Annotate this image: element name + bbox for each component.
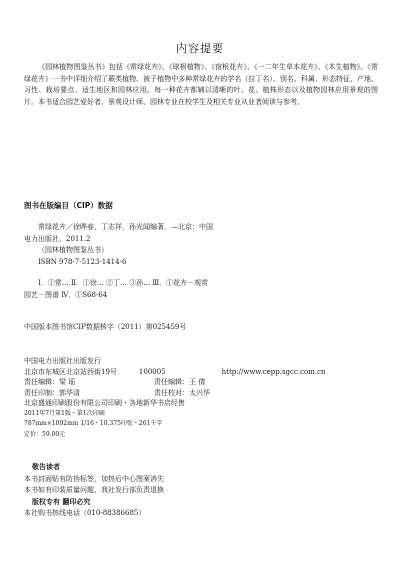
cip-title: 图书在版编目（CIP）数据 bbox=[24, 201, 113, 210]
printer-row: 北京盛通印刷股份有限公司印刷・各地新华书店经售 bbox=[24, 399, 185, 407]
cip-line: 常绿花卉／徐晔春，丁志祥，孙光闻编著．—北京：中国 bbox=[38, 223, 213, 231]
format-row: 787mm×1092mm 1/16・10.375印张・261千字 bbox=[24, 420, 163, 427]
summary-paragraph: 《园林植物图鉴丛书》包括《常绿花卉》、《球根植物》、《宿根花卉》、《一二年生草本花卉》、《木生植物》。《常绿花卉》一书中详细介绍了蕨类植物、被子植物中多种常绿花卉的学名（拉丁名）、别名、科属、形态特征、产地、习性、栽培要点、适生地区和园林应用。每一种花卉都辅以清晰的叶、花、植株形态以及植物园林应用景观的图片。本书适合园艺爱好者、景观设计师、园林专业在校学生及相关专业从业者阅读与参考。 bbox=[24, 63, 378, 106]
publisher-address: 北京市东城区北京站西街19号 bbox=[24, 367, 117, 376]
publisher-address-row bbox=[24, 367, 378, 378]
copyright-heading: 版权专有 翻印必究 bbox=[32, 497, 91, 506]
cip-class-line: 园艺－图谱 Ⅳ．①S68-64 bbox=[24, 290, 108, 299]
notice-heading: 敬告读者 bbox=[32, 463, 60, 471]
editor-label: 责任编辑：梁 瑶 bbox=[24, 378, 76, 386]
hotline-line: 本社购书热线电话（010-88386685） bbox=[24, 509, 146, 517]
cip-class-line: Ⅰ．①常… Ⅱ．①徐… ②丁… ③孙… Ⅲ．①花卉－观赏 bbox=[38, 279, 209, 287]
editor-row bbox=[24, 377, 378, 388]
cip-isbn: ISBN 978-7-5123-1414-6 bbox=[38, 257, 127, 266]
edition-row: 2011年7月第1版・第1次印刷 bbox=[24, 409, 105, 417]
summary-title: 内容提要 bbox=[176, 42, 224, 55]
proof-label: 责任校对：太兴华 bbox=[154, 388, 210, 397]
cip-line: 电力出版社，2011.2 bbox=[24, 234, 91, 243]
print-row bbox=[24, 388, 378, 399]
publisher-website: http://www.cepp.sgcc.com.cn bbox=[221, 367, 326, 376]
publisher-info bbox=[24, 356, 378, 440]
editor2-label: 责任编辑：王 倩 bbox=[154, 378, 206, 386]
notice-line: 本书封面贴有防伪标签，加热后中心图案消失 bbox=[24, 474, 164, 483]
print-label: 责任印制：郭华清 bbox=[24, 388, 80, 397]
reader-notice bbox=[24, 462, 164, 520]
cip-number: 中国版本图书馆CIP数据核字（2011）第025459号 bbox=[24, 323, 187, 331]
price-row: 定价：59.00元 bbox=[24, 430, 66, 438]
summary-body bbox=[24, 62, 378, 108]
cip-line: （园林植物图鉴丛书） bbox=[38, 246, 108, 254]
cip-record bbox=[24, 222, 378, 301]
publisher-postcode: 100005 bbox=[138, 367, 166, 376]
publisher-line: 中国电力出版社出版发行 bbox=[24, 357, 101, 365]
notice-line: 本书如有印装质量问题，我社发行部负责退换 bbox=[24, 486, 164, 494]
